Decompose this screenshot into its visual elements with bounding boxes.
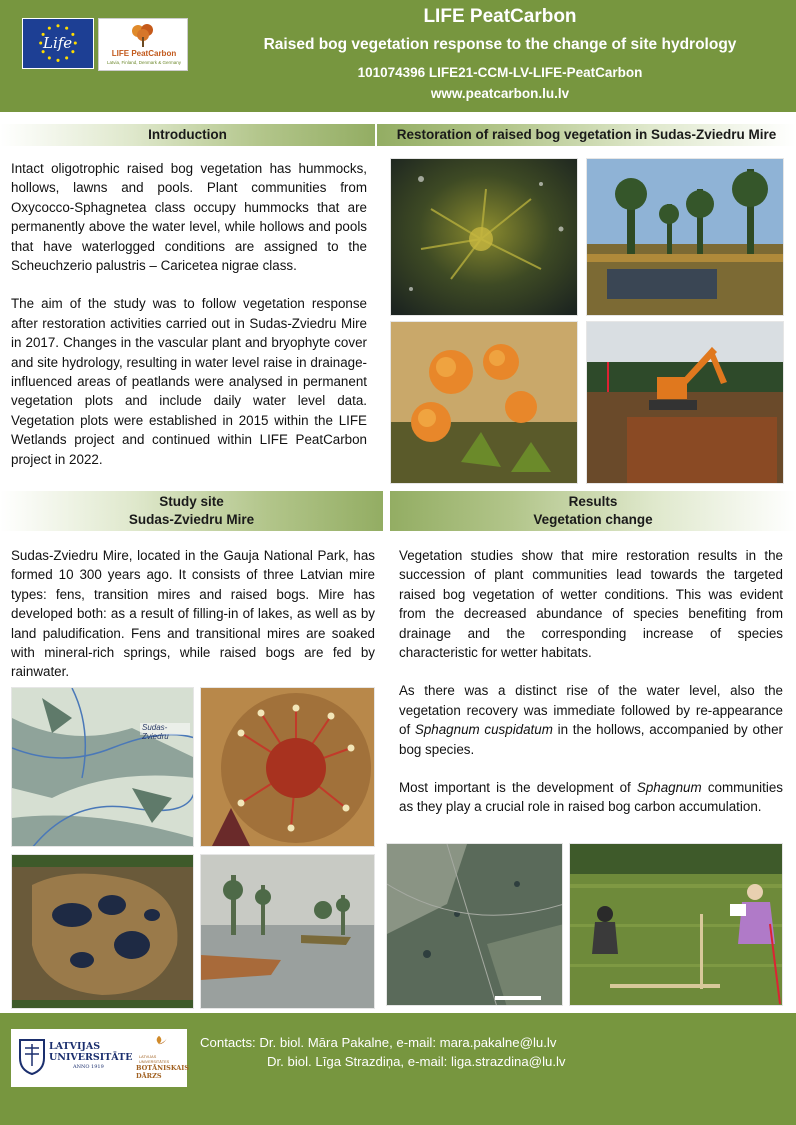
results-heading-line2: Vegetation change (533, 512, 653, 527)
photo-sundew (200, 687, 375, 847)
map-label: Sudas-Zviedru (142, 723, 169, 741)
peatcarbon-logo-subtext: Latvia, Finland, Denmark & Germany (106, 60, 182, 65)
university-crest-icon (17, 1036, 47, 1076)
tree-icon (129, 22, 157, 48)
project-url[interactable]: www.peatcarbon.lu.lv (430, 86, 570, 101)
introduction-paragraph-2: The aim of the study was to follow vegetation response after restoration activities carried out in Sudas-Zviedru Mire in 2017. Changes in the vascular plant and bryophyte cover and site hydrology, resulting in water level raise in drainage-influenced areas of peatlands were analysed in permanent vegetation plots and include daily water level data. Vegetation plots were established in 2015 within the LIFE Wetlands project and continued within LIFE PeatCarbon project in 2022. (11, 296, 367, 467)
results-paragraph-1: Vegetation studies show that mire restoration results in the succession of plant communities lead towards the targeted raised bog vegetation of wetter conditions. This was evident from the decreased abundance of species benefiting from drainage and the corresponding increase of species characteristic for wetter habitats. (399, 548, 783, 661)
results-text (399, 546, 783, 817)
botanical-garden-name: BOTĀNISKAIS DĀRZS (136, 1064, 189, 1080)
eu-logo-text: Life (43, 34, 73, 52)
photo-bog-pool-landscape (586, 158, 784, 316)
results-paragraph-2: As there was a distinct rise of the water level, also the vegetation recovery was immediate followed by re-appearance of Sphagnum cuspidatum in the hollows, accompanied by other bog species. (399, 683, 784, 757)
study-site-text: Sudas-Zviedru Mire, located in the Gauja National Park, has formed 10 300 years ago. It consists of three Latvian mire types: fens, transition mires and raised bogs. Mire has developed both: as a result of filling-in of lakes, as well as by land paludification. Fens and transitional mires are soaked with mineral-rich springs, while raised bogs are fed by rainwater. (11, 548, 375, 680)
study-site-heading-line2: Sudas-Zviedru Mire (128, 512, 255, 527)
results-paragraph-3: Most important is the development of Sphagnum communities as they play a crucial role in raised bog carbon accumulation. (399, 780, 783, 815)
study-site-heading-line1: Study site (159, 494, 224, 509)
contact-2[interactable]: Dr. biol. Līga Strazdiņa, e-mail: liga.strazdina@lu.lv (267, 1054, 566, 1069)
botanical-garden-leaf-icon (134, 1035, 184, 1057)
university-anno: ANNO 1919 (73, 1064, 104, 1070)
contact-1[interactable]: Contacts: Dr. biol. Māra Pakalne, e-mail: mara.pakalne@lu.lv (200, 1035, 557, 1050)
header-banner (0, 0, 796, 112)
photo-cloudberries (390, 321, 578, 484)
poster-title: LIFE PeatCarbon (423, 6, 577, 27)
university-logos (11, 1029, 187, 1087)
footer-banner (0, 1013, 796, 1125)
photo-satellite-site (386, 843, 563, 1006)
photo-excavator-restoration (586, 321, 784, 484)
peatcarbon-logo-text: LIFE PeatCarbon (111, 49, 177, 58)
photo-relief-map (11, 687, 194, 847)
introduction-paragraph-1: Intact oligotrophic raised bog vegetation has hummocks, hollows, lawns and pools. Plant communities from Oxycocco-Sphagnetea class occupy hummocks that are permanently above the water level, while hollows and pools that have waterlogged conditions are assigned to the Scheuchzerio palustris – Caricetea nigrae class. (11, 161, 367, 274)
peatcarbon-logo (98, 18, 188, 71)
restoration-heading: Restoration of raised bog vegetation in Sudas-Zviedru Mire (377, 124, 796, 146)
results-heading (390, 491, 796, 531)
photo-misty-bog-lake (200, 854, 375, 1009)
eu-life-logo (22, 18, 94, 69)
photo-aerial-bog (11, 854, 194, 1009)
botanical-garden-text-1: LATVIJAS UNIVERSITĀTES (139, 1055, 170, 1064)
photo-field-researchers (569, 843, 783, 1006)
poster-subtitle: Raised bog vegetation response to the change of site hydrology (263, 36, 737, 53)
photo-sphagnum-moss (390, 158, 578, 316)
university-name: LATVIJAS UNIVERSITĀTE (49, 1041, 133, 1063)
study-site-heading (0, 491, 383, 531)
project-code: 101074396 LIFE21-CCM-LV-LIFE-PeatCarbon (357, 65, 643, 80)
results-heading-line1: Results (568, 494, 618, 509)
introduction-text (11, 159, 367, 469)
introduction-heading: Introduction (0, 124, 375, 146)
